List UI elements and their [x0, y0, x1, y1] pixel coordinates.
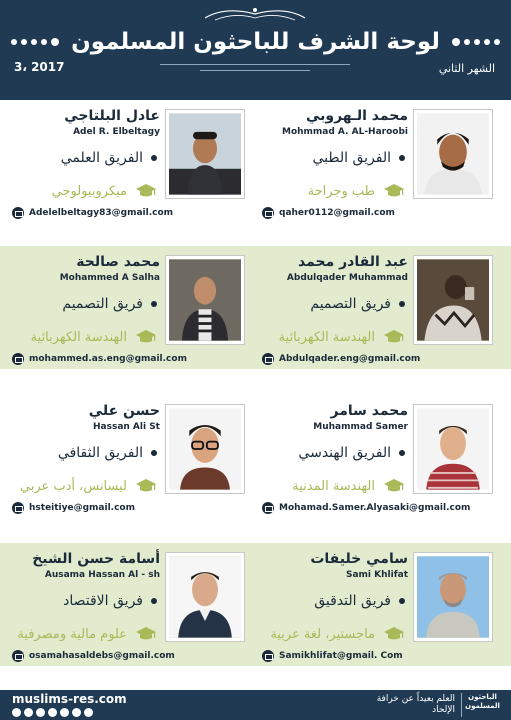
team-label: الفريق الطبي — [312, 150, 391, 166]
team-label: الفريق العلمي — [60, 150, 143, 166]
honoree-specialty — [279, 329, 405, 345]
social-icons — [12, 708, 93, 717]
bullet-icon — [399, 450, 405, 456]
honoree-card — [0, 395, 255, 518]
honoree-name-ar: عبد القادر محمد — [298, 254, 408, 270]
mail-icon — [12, 502, 24, 514]
honoree-photo — [414, 553, 492, 641]
honoree-card — [0, 246, 255, 369]
specialty-label: ميكروبيولوجي — [51, 183, 127, 199]
specialty-label: الهندسة الكهربائية — [278, 329, 375, 345]
honoree-specialty — [17, 626, 157, 642]
honoree-team — [62, 296, 157, 312]
facebook-icon[interactable] — [12, 708, 21, 717]
honoree-specialty — [52, 183, 157, 199]
honoree-name-en: Abdulqader Muhammad — [286, 273, 408, 283]
honoree-name-ar: محمد الـهروبي — [305, 108, 408, 124]
email-text[interactable]: Mohamad.Samer.Alyasaki@gmail.com — [279, 503, 471, 513]
honoree-card — [256, 543, 511, 666]
email-text[interactable]: Abdulqader.eng@gmail.com — [279, 354, 421, 364]
mail-icon — [12, 650, 24, 662]
specialty-label: ماجستير، لغة عربية — [270, 626, 375, 642]
honoree-email[interactable] — [262, 206, 395, 220]
specialty-label: طب وجراحة — [307, 183, 375, 199]
team-label: فريق التصميم — [62, 296, 143, 312]
email-text[interactable]: Samikhlifat@gmail. Com — [279, 651, 403, 661]
honoree-name-ar: محمد سامر — [330, 403, 408, 419]
honoree-name-en: Ausama Hassan Al - sh — [44, 570, 160, 580]
honoree-specialty — [20, 478, 157, 494]
honor-row — [0, 395, 511, 518]
honoree-name-ar: أسامة حسن الشيخ — [32, 551, 160, 567]
dots-left-icon — [11, 38, 59, 46]
youtube-icon[interactable] — [36, 708, 45, 717]
graduation-cap-icon — [383, 478, 405, 494]
team-label: فريق الاقتصاد — [63, 593, 143, 609]
email-text[interactable]: osamahasaldebs@gmail.com — [29, 651, 175, 661]
header-banner — [0, 0, 511, 100]
mail-icon — [12, 207, 24, 219]
bullet-icon — [399, 598, 405, 604]
honor-row — [0, 543, 511, 666]
honoree-email[interactable] — [12, 352, 187, 366]
honoree-email[interactable] — [12, 501, 135, 515]
honor-row — [0, 246, 511, 369]
honor-row — [0, 100, 511, 223]
bullet-icon — [151, 450, 157, 456]
team-label: فريق التصميم — [310, 296, 391, 312]
honoree-team — [314, 593, 405, 609]
mail-icon — [262, 502, 274, 514]
graduation-cap-icon — [135, 329, 157, 345]
graduation-cap-icon — [383, 183, 405, 199]
bullet-icon — [151, 598, 157, 604]
instagram-icon[interactable] — [48, 708, 57, 717]
honoree-name-en: Mohammed A Salha — [59, 273, 160, 283]
honoree-team — [310, 296, 405, 312]
issue-date: 3، 2017 — [14, 60, 65, 74]
linkedin-icon[interactable] — [84, 708, 93, 717]
honoree-photo — [166, 110, 244, 198]
specialty-label: ليسانس، أدب عربي — [19, 478, 127, 494]
honoree-specialty — [31, 329, 157, 345]
mail-icon — [262, 207, 274, 219]
divider — [160, 64, 350, 65]
graduation-cap-icon — [135, 478, 157, 494]
bullet-icon — [151, 155, 157, 161]
email-text[interactable]: qaher0112@gmail.com — [279, 208, 395, 218]
team-label: الفريق الثقافي — [57, 445, 143, 461]
ornament-icon — [195, 4, 315, 24]
footer-bar — [0, 690, 511, 720]
honoree-email[interactable] — [12, 206, 173, 220]
google-plus-icon[interactable] — [60, 708, 69, 717]
graduation-cap-icon — [135, 183, 157, 199]
divider — [200, 70, 310, 71]
email-text[interactable]: Adelelbeltagy83@gmail.com — [29, 208, 174, 218]
honoree-email[interactable] — [262, 649, 403, 663]
honoree-name-en: Adel R. Elbeltagy — [73, 127, 160, 137]
honoree-name-ar: سامي خليفات — [310, 551, 408, 567]
honoree-name-en: Muhammad Samer — [313, 422, 408, 432]
honoree-team — [298, 445, 405, 461]
honoree-card — [256, 100, 511, 223]
honoree-card — [0, 100, 255, 223]
mail-icon — [262, 353, 274, 365]
mail-icon — [12, 353, 24, 365]
graduation-cap-icon — [383, 329, 405, 345]
footer-tagline: العلم بعيداً عن خرافة الإلحاد — [376, 694, 455, 715]
title-row — [0, 24, 511, 60]
bullet-icon — [399, 301, 405, 307]
mail-icon — [262, 650, 274, 662]
issue-month: الشهر الثاني — [438, 62, 495, 75]
graduation-cap-icon — [135, 626, 157, 642]
specialty-label: علوم مالية ومصرفية — [17, 626, 127, 642]
honoree-name-ar: محمد صالحة — [76, 254, 160, 270]
graduation-cap-icon — [383, 626, 405, 642]
honoree-photo — [166, 405, 244, 493]
honoree-card — [256, 395, 511, 518]
team-label: فريق التدقيق — [314, 593, 391, 609]
honoree-team — [58, 445, 157, 461]
honoree-card — [256, 246, 511, 369]
honoree-card — [0, 543, 255, 666]
email-text[interactable]: mohammed.as.eng@gmail.com — [29, 354, 187, 364]
site-link[interactable]: muslims-res.com — [12, 692, 127, 706]
honoree-team — [63, 593, 157, 609]
honoree-name-en: Hassan Ali St — [93, 422, 160, 432]
honoree-name-ar: حسن علي — [88, 403, 160, 419]
honoree-photo — [414, 110, 492, 198]
brand-logo: الباحثون المسلمون — [461, 693, 501, 717]
honoree-photo — [166, 553, 244, 641]
specialty-label: الهندسة الكهربائية — [30, 329, 127, 345]
honoree-name-en: Mohmmad A. AL-Haroobi — [281, 127, 408, 137]
honoree-team — [312, 150, 405, 166]
honoree-team — [61, 150, 157, 166]
honoree-specialty — [308, 183, 405, 199]
bullet-icon — [399, 155, 405, 161]
honoree-photo — [166, 256, 244, 344]
honoree-photo — [414, 256, 492, 344]
honoree-specialty — [292, 478, 405, 494]
honoree-photo — [414, 405, 492, 493]
specialty-label: الهندسة المدنية — [292, 478, 375, 494]
honoree-name-en: Sami Khlifat — [346, 570, 408, 580]
twitter-icon[interactable] — [24, 708, 33, 717]
bullet-icon — [151, 301, 157, 307]
honoree-email[interactable] — [12, 649, 175, 663]
honoree-email[interactable] — [262, 352, 420, 366]
honoree-specialty — [270, 626, 405, 642]
page-title: لوحة الشرف للباحثون المسلمون — [71, 29, 440, 55]
honoree-email[interactable] — [262, 501, 470, 515]
email-text[interactable]: hsteitiye@gmail.com — [29, 503, 135, 513]
telegram-icon[interactable] — [72, 708, 81, 717]
team-label: الفريق الهندسي — [298, 445, 391, 461]
honoree-name-ar: عادل البلتاجي — [64, 108, 160, 124]
dots-right-icon — [452, 38, 500, 46]
